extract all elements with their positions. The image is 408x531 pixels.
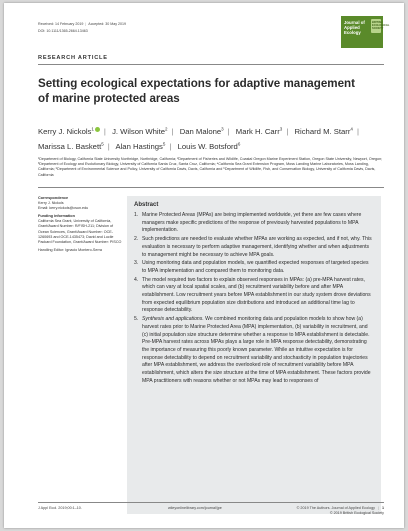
article-page — [4, 3, 404, 528]
sidebar-info — [38, 193, 122, 256]
correspondence-name: Kerry J. Nickols — [38, 201, 64, 206]
society-name: BRITISH ECOLOGICAL SOCIETY — [372, 21, 390, 30]
author-name: Louis W. Botsford — [177, 142, 238, 152]
correspondence-email[interactable]: Email: kerry.nickols@csun.edu — [38, 206, 89, 211]
funding-heading: Funding information — [38, 214, 75, 219]
abstract-heading: Abstract — [134, 202, 159, 208]
item-text: The model required two factors to explain observed responses in MPAs: (a) pre-MPA harvest rates, which can vary at local spatial scales, and (b) recruitment variability before and after MPA establishment. Low recruitment years before MPA establishment in our study system drove deviations from expected equilibrium population size distributions and introduced an additional time lag to response detectability. — [142, 276, 371, 314]
affiliation-divider — [38, 187, 384, 188]
abstract-item — [134, 236, 374, 259]
author-sup: 4 — [350, 126, 353, 131]
author-7[interactable] — [115, 142, 165, 151]
author-sup: 1 — [91, 126, 94, 131]
affiliations: ¹Department of Biology, California State University Northridge, Northridge, California; ²Department of Fisheries and Wildlife, Coastal Oregon Marine Experiment Station, Oregon State University, Newport, Oregon; ³Department of Ecology and Evolutionary Biology, University of California Santa Cruz, Santa Cruz, California; ⁴California Sea Grant Extension Program, Moss Landing Marine Laboratories, Moss Landing, California; ⁵Department of Environmental Science and Policy, University of California Davis, Davis, California and ⁶Department of Wildlife, Fish, and Conservation Biology, University of California Davis, Davis, California — [38, 157, 383, 177]
author-sup: 2 — [165, 126, 168, 131]
author-name: Richard M. Starr — [294, 126, 351, 136]
copyright-line-1: © 2019 The Authors. Journal of Applied Ecology — [296, 506, 375, 510]
society-logo — [371, 19, 390, 33]
author-sup: 5 — [101, 141, 104, 147]
author-name: Alan Hastings — [115, 142, 163, 152]
author-name: J. Wilson White — [112, 126, 166, 136]
article-title: Setting ecological expectations for adaptive management of marine protected areas — [38, 77, 355, 105]
author-list: Kerry J. Nickols$^1$ | J. Wilson White$^2$ | Dan Malone$^3$ | Mark H. Carr$^3$ | Richard M. Starr$^4$ | Marissa L. Baskett$^5$ | Alan Hastings$^5$ | Louis W. Botsford$^6$ — [38, 126, 359, 152]
article-dates: Received: 14 February 2019 | Accepted: 30 May 2019 — [38, 22, 127, 26]
copyright-line-2: © 2019 British Ecological Society — [329, 511, 384, 516]
item-number: 4. — [134, 276, 139, 283]
synthesis-lead: Synthesis and applications. — [142, 316, 204, 323]
abstract-box — [127, 196, 381, 514]
abstract-item — [134, 260, 374, 275]
author-2[interactable] — [112, 127, 167, 136]
author-name: Mark H. Carr — [235, 126, 280, 136]
author-4[interactable] — [236, 127, 283, 136]
handling-editor: Handling Editor: Ignacio Montero-Serra — [38, 247, 102, 252]
author-sup: 3 — [221, 126, 224, 131]
item-text: Such predictions are needed to evaluate whether MPAs are working as expected, and if not, why. This evaluation is necessary to perform adaptive management, identifying whether and when adjustments to management might be necessary to achieve MPA goals. — [142, 236, 372, 258]
synthesis-text: We combined monitoring data and population models to show how (a) harvest rates prior to Marine Protected Area (MPA) implementation, (b) variability in recruitment, and (c) initial population size structure determine whether a response to MPA establishment is detectable. Pre-MPA harvest rates across MPAs plays a large role in MPA response detectability, demonstrating the importance of measuring this poorly known parameter. While an intuitive expectation is for response detectability to depend on recruitment variability and stochasticity in population trajectories after MPA establishment, we address the overlooked role of recruitment variability before MPA establishment, which alters the size structure at the time of MPA establishment. These factors provide MPA practitioners with reasons whether or not MPAs may lead to responses of — [142, 316, 371, 384]
author-name: Marissa L. Baskett — [38, 142, 102, 152]
author-sup: 6 — [237, 141, 241, 147]
accepted-date: Accepted: 30 May 2019 — [88, 22, 127, 26]
journal-name: Journal of Applied Ecology — [344, 20, 365, 35]
funding-text: California Sea Grant, University of California, Grant/Award Number: R/FISH-211; Division of Ocean Sciences, Grant/Award Number: OCE-1260693 and OCE-1435473; David and Lucile Packard Foundation, Grant/Award Number: PISCO — [38, 219, 122, 244]
citation: J Appl Ecol. 2019;00:1–10. — [38, 506, 82, 510]
item-number: 2. — [134, 236, 139, 243]
item-text: Using monitoring data and population models, we quantified expected responses of targeted species to MPA implementation and compared them to monitoring data. — [142, 260, 369, 274]
doi[interactable]: DOI: 10.1111/1365-2664.13463 — [38, 29, 88, 33]
abstract-item — [134, 212, 374, 235]
abstract-list — [134, 212, 374, 385]
item-number: 1. — [134, 212, 139, 218]
author-name: Dan Malone — [179, 126, 222, 136]
author-name: Kerry J. Nickols — [38, 126, 92, 136]
page-number: 1 — [381, 506, 384, 510]
correspondence-heading: Correspondence — [38, 196, 69, 200]
author-sup: 3 — [279, 126, 283, 131]
item-text — [142, 316, 374, 385]
author-8[interactable] — [178, 142, 241, 151]
footer-divider — [38, 502, 384, 503]
item-number: 3. — [134, 260, 139, 267]
abstract-item — [134, 277, 374, 316]
abstract-item — [134, 316, 374, 385]
journal-url[interactable]: wileyonlinelibrary.com/journal/jpe — [168, 506, 222, 510]
author-sup: 5 — [162, 141, 166, 147]
item-text: Marine Protected Areas (MPAs) are being implemented worldwide, yet there are few cases where managers make specific predictions of the response of previously harvested populations to MPA implementation. — [142, 212, 362, 234]
author-1[interactable] — [38, 127, 100, 136]
author-6[interactable] — [38, 142, 104, 151]
author-3[interactable] — [180, 127, 224, 136]
article-type: RESEARCH ARTICLE — [38, 55, 108, 61]
journal-logo — [341, 16, 390, 48]
item-number: 5. — [134, 316, 139, 323]
header-divider — [38, 64, 384, 65]
received-date: Received: 14 February 2019 — [38, 22, 84, 26]
copyright: © 2019 The Authors. Journal of Applied Ecology | 1 © 2019 British Ecological Society — [296, 506, 384, 516]
author-5[interactable] — [294, 127, 352, 136]
